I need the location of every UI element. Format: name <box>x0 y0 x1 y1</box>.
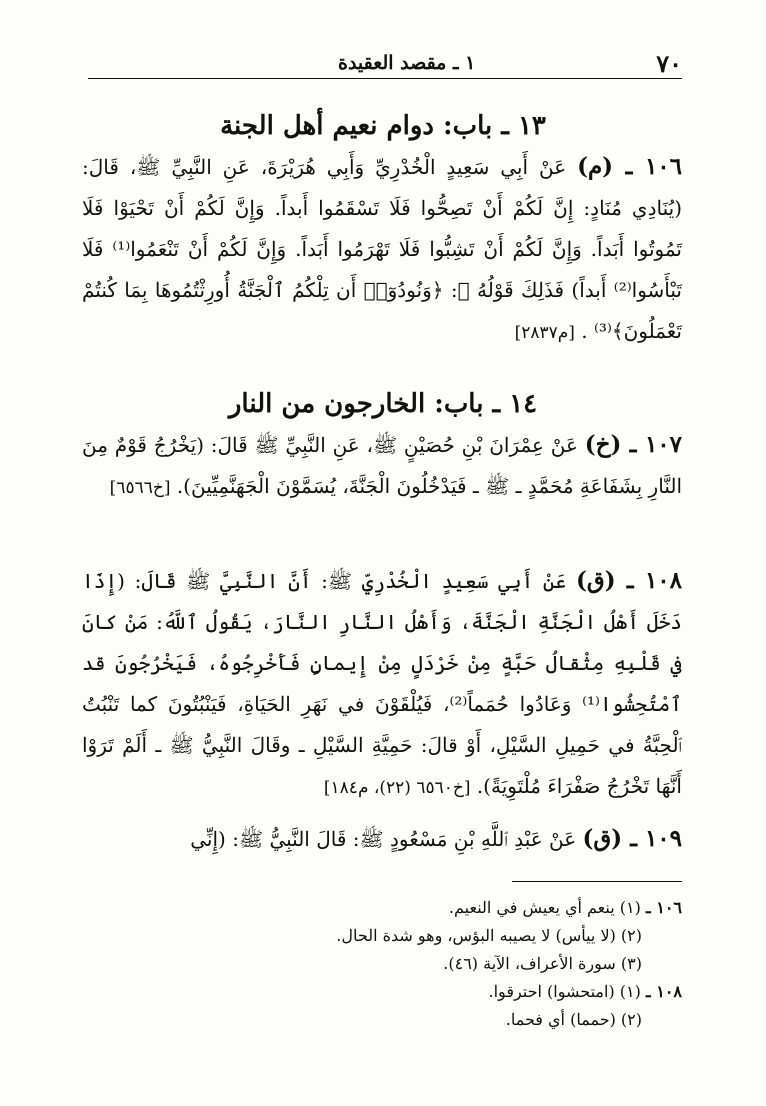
hadith-reference: [خ٦٥٦٦] <box>109 478 171 498</box>
running-header <box>88 48 682 79</box>
section-heading: ١٤ ـ باب: الخارجون من النار <box>228 389 538 419</box>
footnote: (٢) (لا ييأس) لا يصيبه البؤس، وهو شدة الحال. <box>336 926 642 945</box>
hadith-108 <box>82 560 682 809</box>
footnote: ١٠٨ ـ (١) (امتحشوا) احترقوا. <box>488 982 682 1001</box>
hadith-reference: [خ٦٥٦٠ (٢٢)، م١٨٤] <box>323 778 471 798</box>
footnote: ١٠٦ ـ (١) ينعم أي يعيش في النعيم. <box>448 898 682 917</box>
footnotes <box>84 894 682 1034</box>
hadith-106 <box>82 146 682 354</box>
hadith-text: عَنْ أَبِي سَعِيدٍ الْخُدْرِيِّ ﷺ: أَنَّ النَّبِيَّ ﷺ قَالَ: (إِذَا دَخَلَ أَهْلُ الْجَنَّةِ الْجَنَّةَ، وَأَهْلُ النَّارِ النَّارَ، يَقُولُ ٱللَّهُ: مَنْ كانَ في قَلْبِهِ مِثْقالُ حَبَّةٍ مِنْ خَرْدَلٍ مِنْ إِيمانٍ فَأَخْرِجُوهُ، فَيَخْرُجُونَ قد ٱمْتُحِشُوا⁽¹⁾ وَعَادُوا حُمَماً⁽²⁾، فَيُلْقَوْنَ في نَهَرِ الحَيَاةِ، فَيَنْبُتُونَ كما تَنْبُتُ ٱلْحِبَّةُ في حَمِيلِ السَّيْلِ، أَوْ قالَ: حَمِيَّةِ السَّيْلِ ـ وقَالَ النَّبِيُّ ﷺ ـ أَلَمْ تَرَوْا أَنَّهَا تَخْرُجُ صَفْرَاءَ مُلْتَوِيَةً). <box>82 569 682 798</box>
footnote: (٣) سورة الأعراف، الآية (٤٦). <box>443 954 642 973</box>
footnote-rule <box>512 881 682 882</box>
hadith-text: عَنْ عِمْرَانَ بْنِ حُصَيْنٍ ﷺ، عَنِ النَّبِيِّ ﷺ قَالَ: (يَخْرُجُ قَوْمٌ مِنَ النَّارِ بِشَفَاعَةِ مُحَمَّدٍ ـ ﷺ ـ فَيَدْخُلُونَ الْجَنَّةَ، يُسَمَّوْنَ الْجَهَنَّمِيِّينَ). <box>82 433 682 498</box>
hadith-number: ١٠٨ ـ (ق) <box>576 567 682 594</box>
running-title: ١ ـ مقصد العقيدة <box>338 52 476 74</box>
hadith-107 <box>82 424 682 509</box>
hadith-text: عَنْ عَبْدِ ٱللَّهِ بْنِ مَسْعُودٍ ﷺ: قَالَ النَّبِيُّ ﷺ: (إِنِّي <box>190 827 577 851</box>
page-number: ٧٠ <box>656 48 682 78</box>
hadith-number: ١٠٧ ـ (خ) <box>584 431 683 458</box>
section-heading: ١٣ ـ باب: دوام نعيم أهل الجنة <box>220 111 546 141</box>
hadith-number: ١٠٦ ـ (م) <box>577 153 683 180</box>
footnote: (٢) (حمما) أي فحما. <box>505 1010 642 1029</box>
hadith-text: عَنْ أَبِي سَعِيدٍ الْخُدْرِيِّ وَأَبِي هُرَيْرَةَ، عَنِ النَّبِيِّ ﷺ، قَالَ: (يُنَادِي مُنَادٍ: إِنَّ لَكُمْ أَنْ تَصِحُّوا فَلَا تَسْقَمُوا أَبداً. وَإِنَّ لَكُمْ أَنْ تَحْيَوْا فَلَا تَمُوتُوا أَبَداً. وَإِنَّ لَكُمْ أَنْ تَشِبُّوا فَلَا تَهْرَمُوا أَبَداً. وَإِنَّ لَكُمْ أَنْ تَنْعَمُوا⁽¹⁾ فَلَا تَبْأَسُوا⁽²⁾ أَبداً) فَذَلِكَ قَوْلُهُ ﷻ: ﴿وَنُودُوٓا۟ أَن تِلْكُمُ ٱلْجَنَّةُ أُورِثْتُمُوهَا بِمَا كُنتُمْ تَعْمَلُونَ﴾⁽³⁾ . <box>82 155 683 343</box>
hadith-109 <box>82 818 682 860</box>
hadith-number: ١٠٩ ـ (ق) <box>582 825 682 852</box>
hadith-reference: [م٢٨٣٧] <box>514 323 575 343</box>
